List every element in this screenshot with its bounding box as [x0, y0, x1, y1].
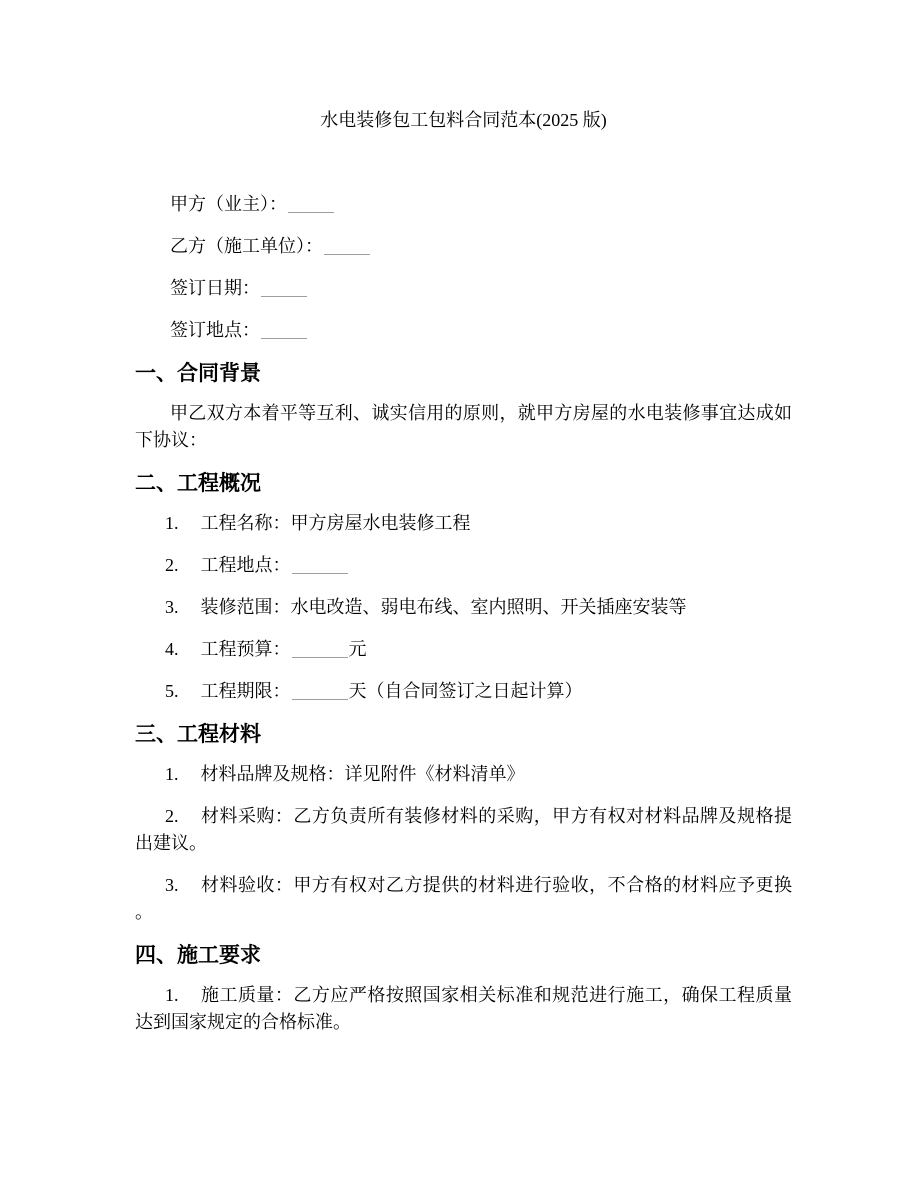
- item-text: 施工质量：乙方应严格按照国家相关标准和规范进行施工，确保工程质量达到国家规定的合格标准。: [135, 985, 792, 1032]
- blank-underline: [292, 698, 348, 700]
- party-b-label: 乙方（施工单位）：: [170, 236, 323, 256]
- item-number: 3.: [165, 597, 179, 617]
- contract-item: [135, 510, 792, 537]
- item-text: 材料采购：乙方负责所有装修材料的采购，甲方有权对材料品牌及规格提出建议。: [135, 806, 792, 853]
- item-text: 工程期限：: [200, 681, 291, 701]
- signing-place-label: 签订地点：: [170, 320, 260, 340]
- item-suffix: 天（自合同签订之日起计算）: [348, 681, 583, 701]
- section-heading-materials: 三、工程材料: [135, 722, 261, 746]
- contract-item: [135, 636, 792, 663]
- item-number: 2.: [165, 555, 179, 575]
- contract-item: [135, 678, 792, 705]
- section-heading-overview: 二、工程概况: [135, 471, 261, 495]
- item-text: 工程名称：甲方房屋水电装修工程: [200, 513, 471, 533]
- contract-item: [135, 594, 792, 621]
- signing-place-line: [135, 317, 792, 344]
- contract-item: [135, 982, 792, 1036]
- party-a-label: 甲方（业主）：: [170, 194, 287, 214]
- blank-underline: [292, 572, 348, 574]
- item-number: 1.: [165, 513, 179, 533]
- blank-underline: [292, 656, 348, 658]
- signing-date-line: [135, 275, 792, 302]
- signing-date-label: 签订日期：: [170, 278, 260, 298]
- section-heading-construction: 四、施工要求: [135, 943, 261, 967]
- item-number: 2.: [165, 806, 179, 826]
- item-text: 材料验收：甲方有权对乙方提供的材料进行验收，不合格的材料应予更换。: [135, 875, 792, 922]
- item-text: 工程地点：: [200, 555, 291, 575]
- blank-underline: [261, 295, 307, 297]
- party-b-line: [135, 233, 792, 260]
- item-number: 5.: [165, 681, 179, 701]
- contract-item: [135, 803, 792, 857]
- blank-underline: [288, 211, 334, 213]
- item-number: 4.: [165, 639, 179, 659]
- contract-item: [135, 552, 792, 579]
- item-text: 工程预算：: [200, 639, 291, 659]
- item-number: 1.: [165, 985, 179, 1005]
- section-background-paragraph: 甲乙双方本着平等互利、诚实信用的原则，就甲方房屋的水电装修事宜达成如下协议：: [135, 403, 792, 450]
- item-suffix: 元: [348, 639, 367, 659]
- section-heading-background: 一、合同背景: [135, 361, 261, 385]
- contract-item: [135, 872, 792, 926]
- contract-item: [135, 761, 792, 788]
- document-title: 水电装修包工包料合同范本(2025 版): [320, 110, 607, 130]
- item-text: 装修范围：水电改造、弱电布线、室内照明、开关插座安装等: [200, 597, 687, 617]
- blank-underline: [261, 337, 307, 339]
- item-number: 3.: [165, 875, 179, 895]
- item-number: 1.: [165, 764, 179, 784]
- blank-underline: [324, 253, 370, 255]
- item-text: 材料品牌及规格：详见附件《材料清单》: [200, 764, 525, 784]
- party-a-line: [135, 191, 792, 218]
